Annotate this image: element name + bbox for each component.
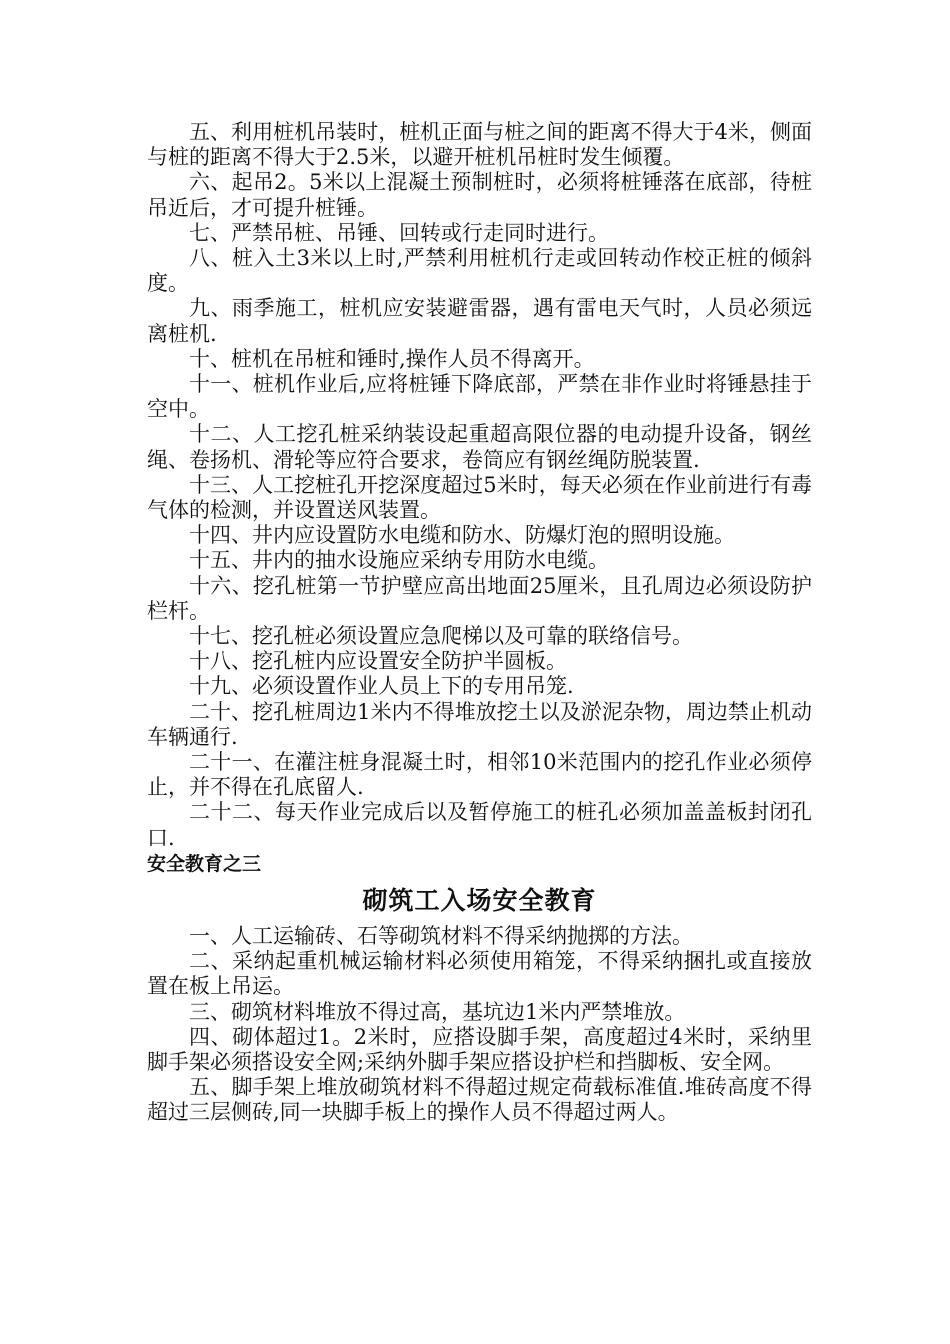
rule-paragraph: 六、起吊2。5米以上混凝土预制桩时，必须将桩锤落在底部，待桩吊近后，才可提升桩锤。 — [147, 170, 812, 220]
rule-paragraph: 八、桩入土3米以上时,严禁利用桩机行走或回转动作校正桩的倾斜度。 — [147, 246, 812, 296]
section-title: 砌筑工入场安全教育 — [362, 885, 597, 915]
rule-paragraph: 十、桩机在吊桩和锤时,操作人员不得离开。 — [189, 346, 595, 371]
rule-paragraph: 五、利用桩机吊装时，桩机正面与桩之间的距离不得大于4米，侧面与桩的距离不得大于2.5米，以避开桩机吊桩时发生倾覆。 — [147, 120, 812, 170]
rule-paragraph: 十二、人工挖孔桩采纳装设起重超高限位器的电动提升设备，钢丝绳、卷扬机、滑轮等应符合要求，卷筒应有钢丝绳防脱装置. — [147, 422, 812, 472]
rule-paragraph: 二、采纳起重机械运输材料必须使用箱笼，不得采纳捆扎或直接放置在板上吊运。 — [147, 949, 812, 999]
rule-paragraph: 七、严禁吊桩、吊锤、回转或行走同时进行。 — [189, 220, 609, 245]
rule-paragraph: 二十、挖孔桩周边1米内不得堆放挖土以及淤泥杂物，周边禁止机动车辆通行. — [147, 699, 812, 749]
rule-paragraph: 十三、人工挖桩孔开挖深度超过5米时，每天必须在作业前进行有毒气体的检测，并设置送风装置。 — [147, 472, 812, 523]
rule-paragraph: 九、雨季施工，桩机应安装避雷器，遇有雷电天气时，人员必须远离桩机. — [147, 296, 812, 346]
rule-paragraph: 十八、挖孔桩内应设置安全防护半圆板。 — [189, 649, 567, 674]
rule-paragraph: 十一、桩机作业后,应将桩锤下降底部，严禁在非作业时将锤悬挂于空中。 — [147, 372, 812, 422]
rule-paragraph: 十六、挖孔桩第一节护壁应高出地面25厘米，且孔周边必须设防护栏杆。 — [147, 573, 812, 623]
rule-paragraph: 四、砌体超过1。2米时，应搭设脚手架，高度超过4米时，采纳里脚手架必须搭设安全网;采纳外脚手架应搭设护栏和挡脚板、安全网。 — [147, 1024, 812, 1074]
section-label: 安全教育之三 — [147, 852, 262, 875]
rule-paragraph: 十九、必须设置作业人员上下的专用吊笼. — [189, 674, 574, 699]
rule-paragraph: 十四、井内应设置防水电缆和防水、防爆灯泡的照明设施。 — [189, 523, 735, 548]
rule-paragraph: 十五、井内的抽水设施应采纳专用防水电缆。 — [189, 548, 609, 573]
document-body — [147, 120, 812, 1126]
rule-paragraph: 二十一、在灌注桩身混凝土时，相邻10米范围内的挖孔作业必须停止，并不得在孔底留人. — [147, 750, 812, 800]
rule-paragraph: 十七、挖孔桩必须设置应急爬梯以及可靠的联络信号。 — [189, 624, 693, 649]
rule-paragraph: 五、脚手架上堆放砌筑材料不得超过规定荷载标准值.堆砖高度不得超过三层侧砖,同一块脚手板上的操作人员不得超过两人。 — [147, 1075, 812, 1125]
rule-paragraph: 二十二、每天作业完成后以及暂停施工的桩孔必须加盖盖板封闭孔口. — [147, 800, 812, 850]
rule-paragraph: 一、人工运输砖、石等砌筑材料不得采纳抛掷的方法。 — [189, 923, 693, 948]
rule-paragraph: 三、砌筑材料堆放不得过高，基坑边1米内严禁堆放。 — [189, 999, 686, 1024]
